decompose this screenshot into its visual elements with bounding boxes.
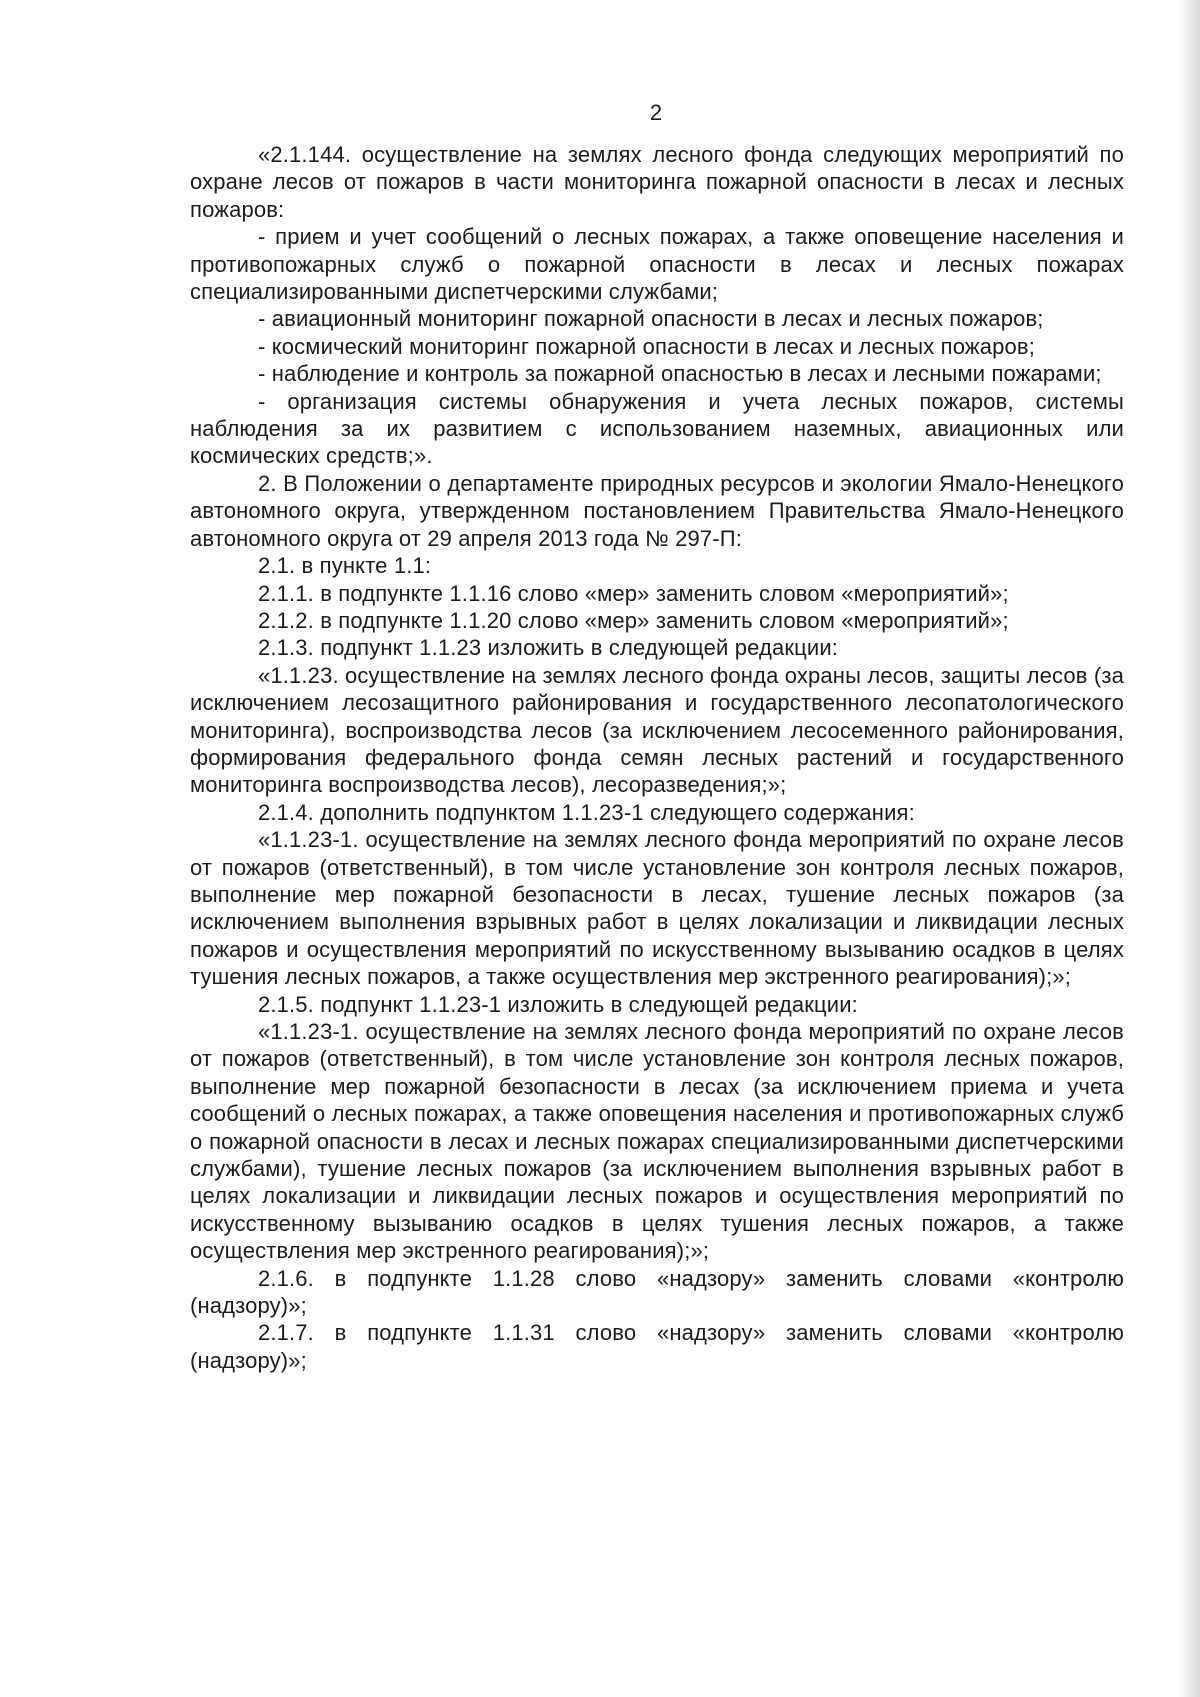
paragraph-2-1-7: 2.1.7. в подпункте 1.1.31 слово «надзору» заменить словами «контролю (надзору)»; xyxy=(190,1320,1124,1373)
quoted-subclause-1-1-23: «1.1.23. осуществление на землях лесного фонда охраны лесов, защиты лесов (за исключением лесозащитного районирования и государственного лесопатологического мониторинга), воспроизводства лесов (за исключением лесосеменного районирования, формирования федерального фонда семян лесных растений и государственного мониторинга воспроизводства лесов), лесоразведения;»; xyxy=(190,662,1124,798)
paragraph-2-1-1: 2.1.1. в подпункте 1.1.16 слово «мер» заменить словом «мероприятий»; xyxy=(258,580,1009,606)
scan-edge-shadow xyxy=(1178,0,1200,1697)
paragraph-2-1: 2.1. в пункте 1.1: xyxy=(258,553,432,579)
paragraph-section-2: 2. В Положении о департаменте природных ресурсов и экологии Ямало-Ненецкого автономного округа, утвержденном постановлением Правительства Ямало-Ненецкого автономного округа от 29 апреля 2013 года № 297-П: xyxy=(190,470,1124,551)
quoted-subclause-1-1-23-1-first: «1.1.23-1. осуществление на землях лесного фонда мероприятий по охране лесов от пожаров (ответственный), в том числе установление зон контроля лесных пожаров, выполнение мер пожарной безопасности в лесах, тушение лесных пожаров (за исключением выполнения взрывных работ в целях локализации и ликвидации лесных пожаров и осуществления мероприятий по искусственному вызыванию осадков в целях тушения лесных пожаров, а также осуществления мер экстренного реагирования);»; xyxy=(190,827,1124,990)
paragraph-2-1-6: 2.1.6. в подпункте 1.1.28 слово «надзору» заменить словами «контролю (надзору)»; xyxy=(190,1265,1124,1319)
document-body xyxy=(190,141,1124,1374)
list-item-detection-system: - организация системы обнаружения и учета лесных пожаров, системы наблюдения за их развитием с использованием наземных, авиационных или космических средств;». xyxy=(190,388,1124,469)
list-item-aviation-monitoring: - авиационный мониторинг пожарной опасности в лесах и лесных пожаров; xyxy=(258,306,1044,332)
paragraph-2-1-3: 2.1.3. подпункт 1.1.23 изложить в следующей редакции: xyxy=(258,635,839,661)
paragraph-2-1-4: 2.1.4. дополнить подпунктом 1.1.23-1 следующего содержания: xyxy=(258,799,915,825)
paragraph-2-1-144-header: «2.1.144. осуществление на землях лесного фонда следующих мероприятий по охране лесов от пожаров в части мониторинга пожарной опасности в лесах и лесных пожаров: xyxy=(190,142,1124,222)
list-item-space-monitoring: - космический мониторинг пожарной опасности в лесах и лесных пожаров; xyxy=(258,333,1036,359)
paragraph-2-1-5: 2.1.5. подпункт 1.1.23-1 изложить в следующей редакции: xyxy=(258,991,858,1017)
list-item-observation-and-control: - наблюдение и контроль за пожарной опасностью в лесах и лесными пожарами; xyxy=(258,361,1102,387)
paragraph-2-1-2: 2.1.2. в подпункте 1.1.20 слово «мер» заменить словом «мероприятий»; xyxy=(258,607,1009,633)
list-item-reception-of-reports: - прием и учет сообщений о лесных пожарах, а также оповещение населения и противопожарных служб о пожарной опасности в лесах и лесных пожарах специализированными диспетчерскими службами; xyxy=(190,224,1124,305)
page-number: 2 xyxy=(649,100,663,125)
quoted-subclause-1-1-23-1-second: «1.1.23-1. осуществление на землях лесного фонда мероприятий по охране лесов от пожаров (ответственный), в том числе установление зон контроля лесных пожаров, выполнение мер пожарной безопасности в лесах (за исключением приема и учета сообщений о лесных пожарах, а также оповещения населения и противопожарных служб о пожарной опасности в лесах и лесных пожарах специализированными диспетчерскими службами), тушение лесных пожаров (за исключением выполнения взрывных работ в целях локализации и ликвидации лесных пожаров и осуществления мероприятий по искусственному вызыванию осадков в целях тушения лесных пожаров, а также осуществления мер экстренного реагирования);»; xyxy=(190,1019,1124,1264)
